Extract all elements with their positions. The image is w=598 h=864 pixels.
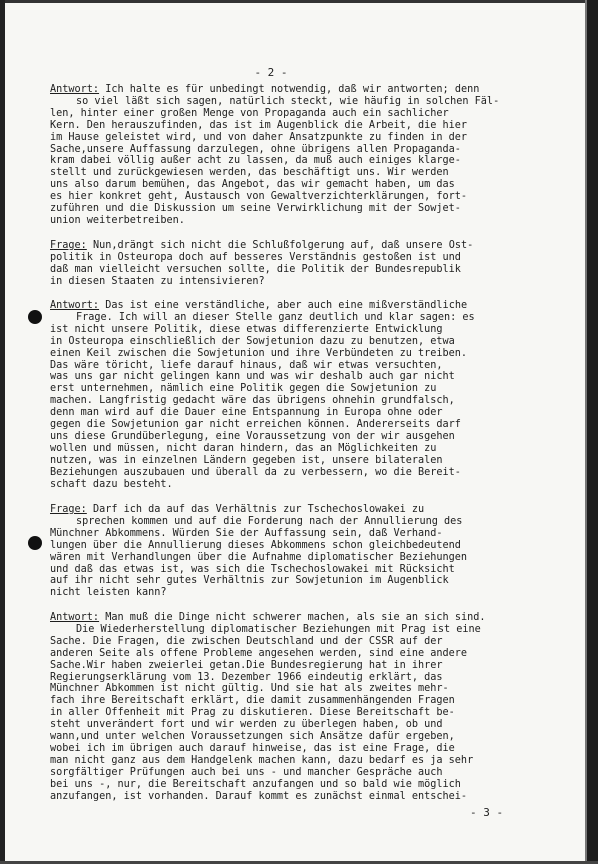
text-line: len, hinter einer großen Menge von Propaganda auch ein sachlicher — [50, 107, 449, 119]
text-line: Das wäre töricht, liefe darauf hinaus, daß wir etwas versuchten, — [50, 359, 443, 371]
text-line: bei uns -, nur, die Bereitschaft anzufangen und so bald wie möglich — [50, 778, 461, 790]
speaker-label: Frage: — [50, 504, 87, 515]
paragraph-first-line — [50, 84, 570, 96]
text-line: man nicht ganz aus dem Handgelenk machen kann, dazu bedarf es ja sehr — [50, 754, 474, 766]
speaker-label: Antwort: — [50, 84, 100, 95]
text-line: fach ihre Bereitschaft erklärt, die damit zusammenhängenden Fragen — [50, 695, 455, 707]
text-line: stellt und zurückgewiesen werden, das beschäftigt uns. Wir werden — [50, 167, 449, 179]
text-line: wobei ich im übrigen auch darauf hinweise, das ist eine Frage, die — [50, 742, 455, 754]
page-number-top: - 2 - — [254, 66, 288, 79]
text-line: Sache. Die Fragen, die zwischen Deutschland und der CSSR auf der — [50, 635, 443, 647]
scan-border-right — [587, 0, 598, 864]
text-line: erst unternehmen, nämlich eine Politik gegen die Sowjetunion zu — [50, 383, 437, 395]
text-line: anderen Seite als offene Probleme angesehen werden, sind eine andere — [50, 647, 468, 659]
text-line: nutzen, was in einzelnen Ländern gegeben ist, unsere bilateralen — [50, 454, 443, 466]
text-line: lungen über die Annullierung dieses Abkommens schon gleichbedeutend — [50, 539, 461, 551]
punch-hole-lower — [28, 536, 42, 550]
text-line: Das ist eine verständliche, aber auch eine mißverständliche — [105, 300, 468, 311]
text-line: Die Wiederherstellung diplomatischer Beziehungen mit Prag ist eine — [76, 623, 481, 635]
text-line: wären mit Verhandlungen über die Aufnahme diplomatischer Beziehungen — [50, 551, 468, 563]
text-line: Darf ich da auf das Verhältnis zur Tschechoslowakei zu — [92, 504, 425, 515]
scan-border-top — [0, 0, 598, 3]
text-line: es hier konkret geht, Austausch von Gewaltverzichterklärungen, fort- — [50, 191, 468, 203]
text-line: in diesen Staaten zu intensivieren? — [50, 275, 265, 287]
paragraph-first-line — [50, 300, 570, 312]
text-line: Regierungserklärung vom 13. Dezember 1966 eindeutig erklärt, das — [50, 671, 443, 683]
text-line: was uns gar nicht gelingen kann und was wir deshalb auch gar nicht — [50, 371, 455, 383]
text-line: daß man vielleicht versuchen sollte, die Politik der Bundesrepublik — [50, 263, 461, 275]
text-line: Ich halte es für unbedingt notwendig, daß wir antworten; denn — [105, 84, 480, 95]
speaker-label: Antwort: — [50, 300, 100, 311]
text-line: Frage. Ich will an dieser Stelle ganz deutlich und klar sagen: es — [76, 311, 475, 323]
paragraph-question-2 — [50, 504, 570, 599]
text-line: Nun,drängt sich nicht die Schlußfolgerung auf, daß unsere Ost- — [92, 240, 474, 251]
punch-hole-upper — [28, 310, 42, 324]
paragraph-first-line — [50, 612, 570, 624]
text-line: gegen die Sowjetunion gar nicht erreichen können. Andererseits darf — [50, 419, 461, 431]
text-line: schaft dazu besteht. — [50, 478, 173, 490]
text-line: Beziehungen auszubauen und überall da zu verbessern, wo die Bereit- — [50, 466, 461, 478]
text-line: so viel läßt sich sagen, natürlich steckt, wie häufig in solchen Fäl- — [76, 95, 500, 107]
text-line: steht unverändert fort und wir werden zu überlegen haben, ob und — [50, 719, 443, 731]
scan-border-left — [0, 0, 5, 864]
text-line: anzufangen, ist vorhanden. Darauf kommt es zunächst einmal entschei- — [50, 790, 468, 802]
text-line: Münchner Abkommens. Würden Sie der Auffassung sein, daß Verhand- — [50, 527, 443, 539]
text-line: Man muß die Dinge nicht schwerer machen, als sie an sich sind. — [105, 612, 486, 623]
text-line: zuführen und die Diskussion um seine Verwirklichung mit der Sowjet- — [50, 203, 461, 215]
speaker-label: Antwort: — [50, 612, 100, 623]
text-line: wann,und unter welchen Voraussetzungen sich Ansätze dafür ergeben, — [50, 731, 455, 743]
text-line: im Hause geleistet wird, und von daher Ansatzpunkte zu finden in der — [50, 131, 468, 143]
text-line: ist nicht unsere Politik, diese etwas differenzierte Entwicklung — [50, 323, 443, 335]
text-line: union weiterbetreiben. — [50, 214, 185, 226]
text-line: einen Keil zwischen die Sowjetunion und ihre Verbündeten zu treiben. — [50, 347, 468, 359]
paragraph-first-line — [50, 504, 570, 516]
text-line: wollen und müssen, nicht daran hindern, das an Möglichkeiten zu — [50, 442, 437, 454]
text-line: machen. Langfristig gedacht wäre das übrigens ohnehin grundfalsch, — [50, 395, 455, 407]
text-line: nicht leisten kann? — [50, 587, 167, 599]
text-line: auf ihr nicht sehr gutes Verhältnis zur Sowjetunion im Augenblick — [50, 575, 449, 587]
text-line: politik in Osteuropa doch auf besseres Verständnis gestoßen ist und — [50, 251, 461, 263]
text-line: uns also darum bemühen, das Angebot, das wir gemacht haben, um das — [50, 179, 455, 191]
text-line: kram dabei völlig außer acht zu lassen, da muß auch einiges klarge- — [50, 155, 461, 167]
text-line: sorgfältiger Prüfungen auch bei uns - und mancher Gespräche auch — [50, 766, 443, 778]
text-line: uns diese Grundüberlegung, eine Voraussetzung von der wir ausgehen — [50, 430, 455, 442]
paragraph-question-1 — [50, 240, 570, 288]
text-line: sprechen kommen und auf die Forderung nach der Annullierung des — [76, 515, 463, 527]
text-line: und daß das etwas ist, was sich die Tschechoslowakei mit Rücksicht — [50, 563, 455, 575]
paragraph-answer-1 — [50, 84, 570, 227]
text-line: Münchner Abkommen ist nicht gültig. Und sie hat als zweites mehr- — [50, 683, 449, 695]
text-line: in Osteuropa einschließlich der Sowjetunion dazu zu benutzen, etwa — [50, 335, 455, 347]
paragraph-answer-3 — [50, 612, 570, 803]
paragraph-answer-2 — [50, 300, 570, 491]
text-line: in aller Offenheit mit Prag zu diskutieren. Diese Bereitschaft be- — [50, 707, 455, 719]
text-line: Kern. Den herauszufinden, das ist im Augenblick die Arbeit, die hier — [50, 119, 468, 131]
paragraph-first-line — [50, 240, 570, 252]
page-number-bottom: - 3 - — [470, 806, 504, 819]
text-line: Sache,unsere Auffassung darzulegen, ohne übrigens allen Propaganda- — [50, 143, 461, 155]
text-line: denn man wird auf die Dauer eine Entspannung in Europa ohne oder — [50, 407, 443, 419]
text-line: Sache.Wir haben zweierlei getan.Die Bundesregierung hat in ihrer — [50, 659, 443, 671]
speaker-label: Frage: — [50, 240, 87, 251]
